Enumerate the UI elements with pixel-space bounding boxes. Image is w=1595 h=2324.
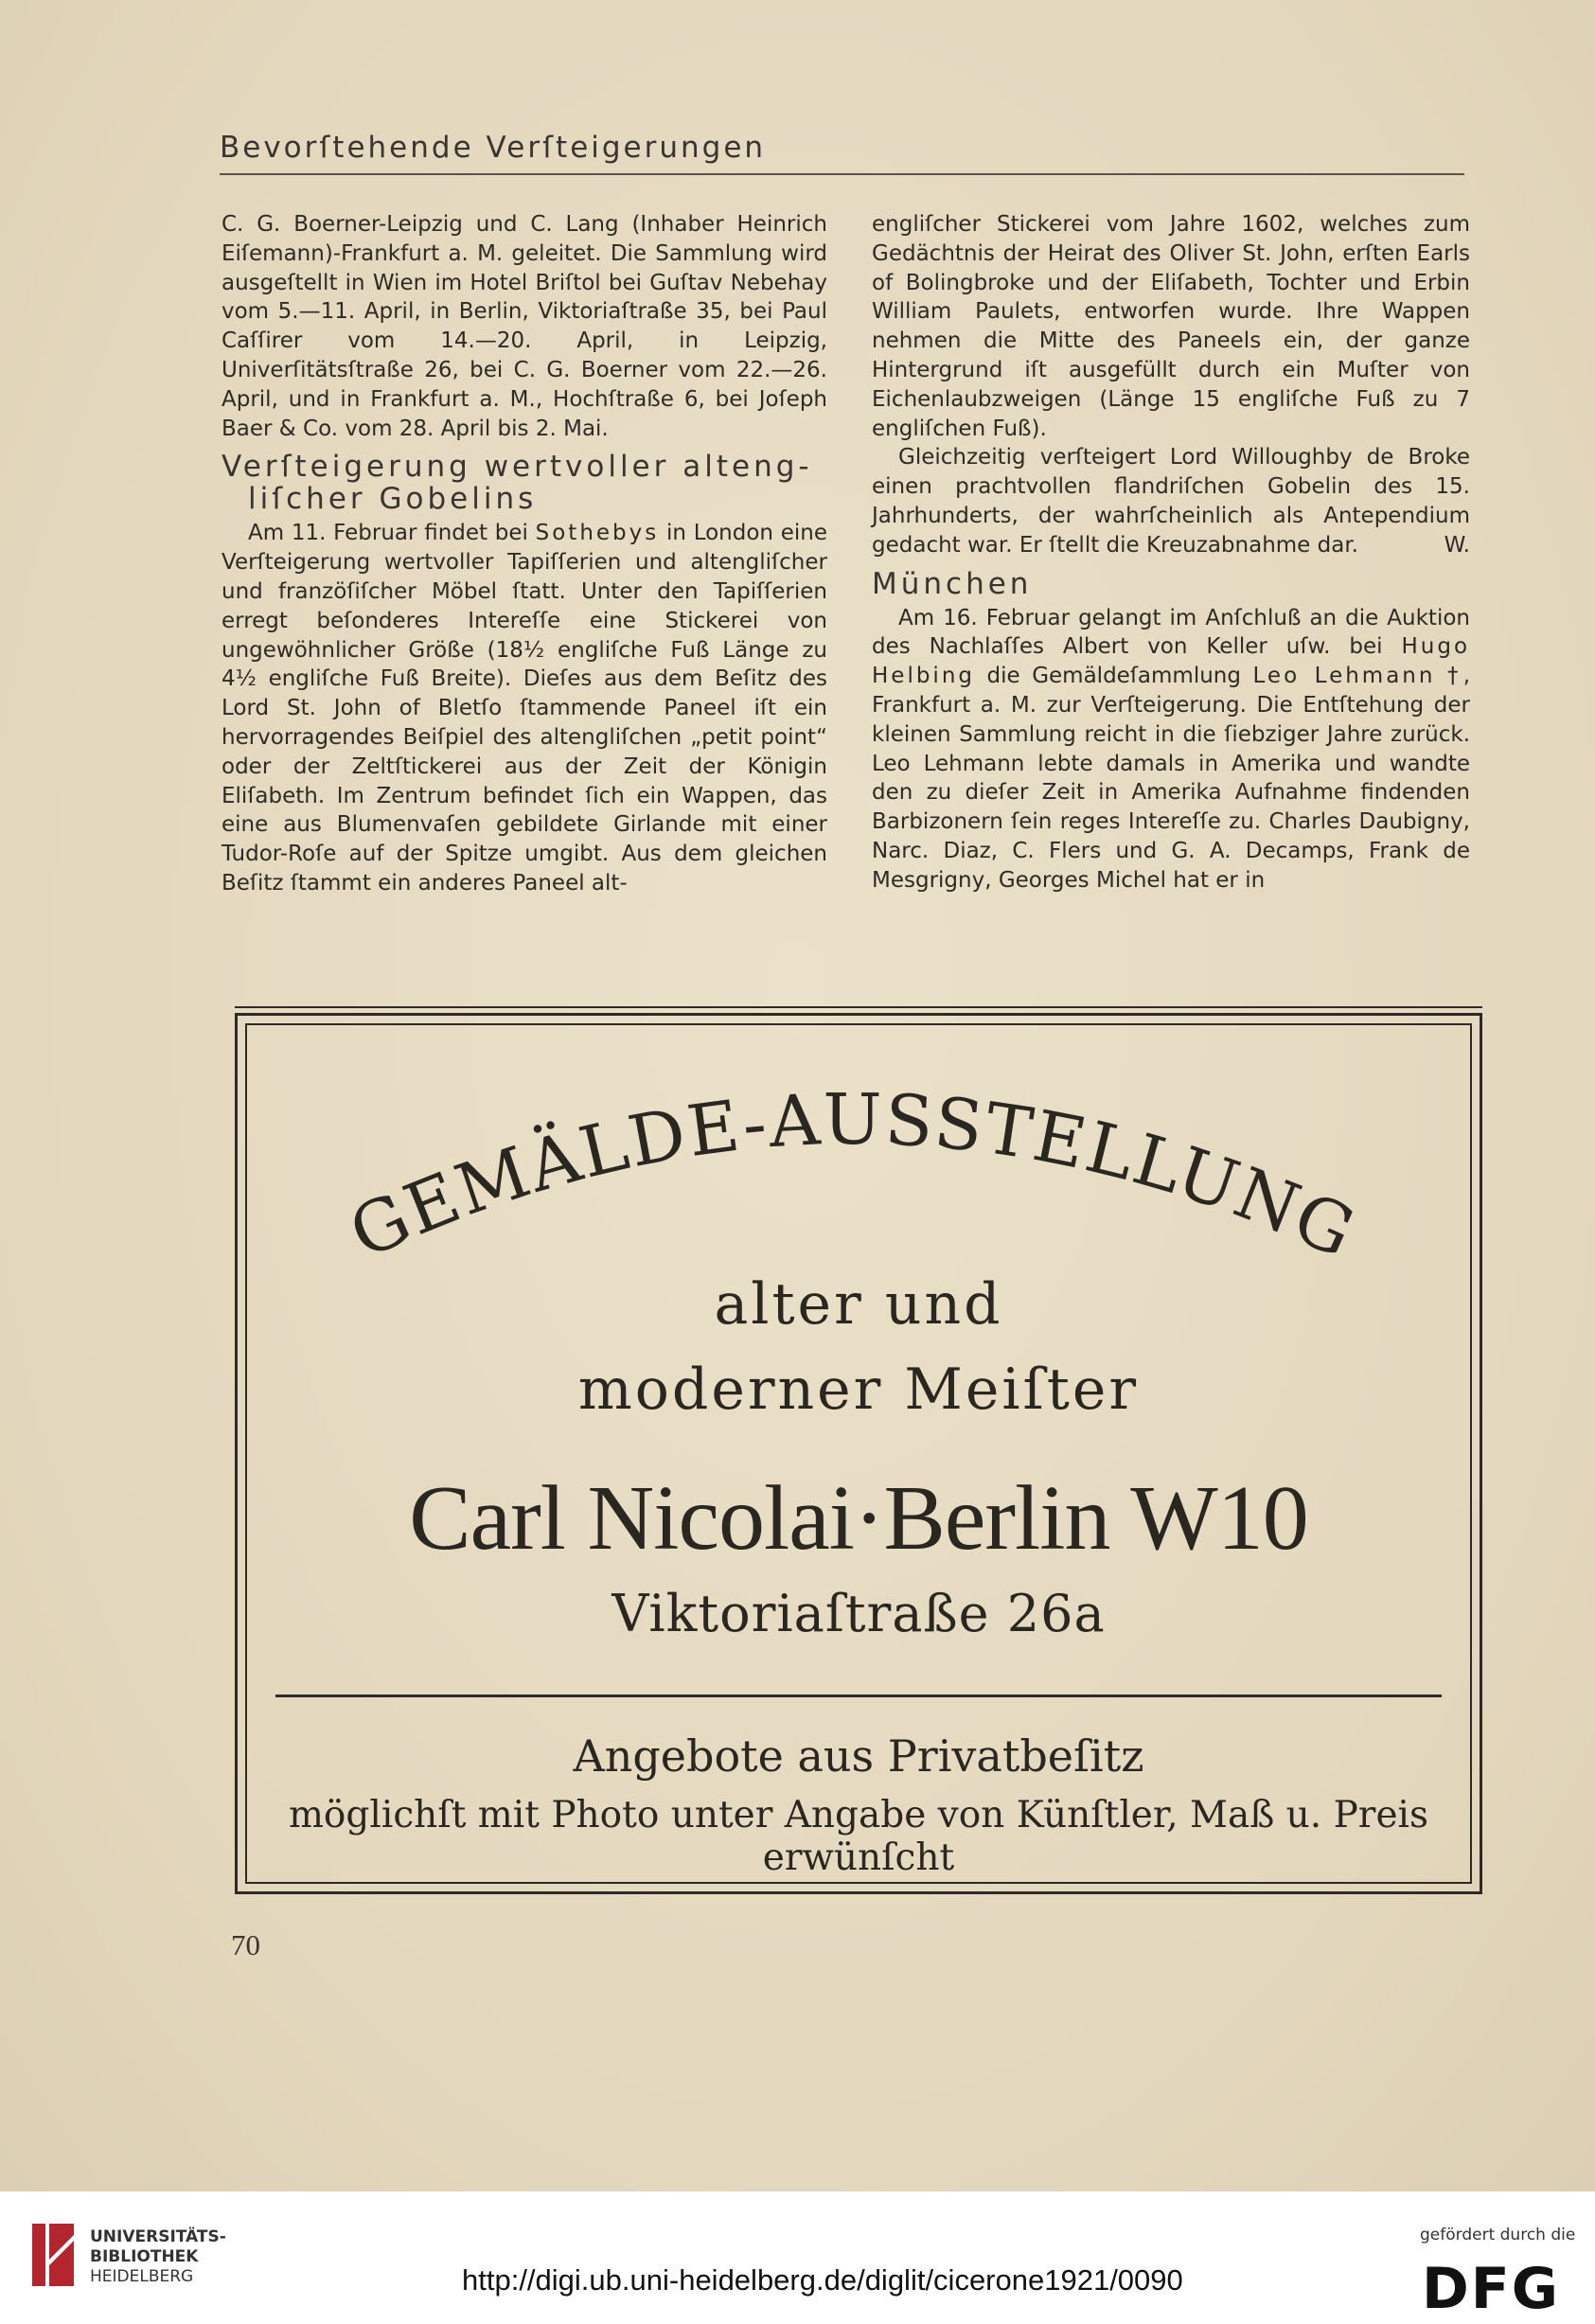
left-paragraph-1: C. G. Boerner-Leipzig und C. Lang (Inhaber Heinrich Eiſemann)-Frankfurt a. M. geleitet. Die Sammlung wird ausgeſtellt in Wien im Hotel Briſtol bei Guſtav Nebehay vom 5.—11. April, in Berlin, Viktoriaſtraße 35, bei Paul Caſſirer vom 14.—20. April, in Leipzig, Univerſitätsſtraße 26, bei C. G. Boerner vom 22.—26. April, und in Frankfurt a. M., Hochſtraße 6, bei Joſeph Baer & Co. vom 28. April bis 2. Mai. [222, 212, 827, 441]
section-heading-gobelins-line1: Verſteigerung wertvoller alteng- [222, 450, 813, 485]
section-heading-gobelins-line2: liſcher Gobelins [248, 482, 538, 517]
ad-line-dealer-name: Carl Nicolai·Berlin W10 [409, 1467, 1308, 1570]
left-column [222, 210, 827, 898]
digitization-footer [0, 2191, 1595, 2324]
right-paragraph-3-mid: die Gemäldeſammlung [986, 664, 1241, 689]
running-header: Bevorſtehende Verſteigerungen [220, 131, 767, 165]
advertisement-box [235, 1013, 1482, 1894]
university-library-name [90, 2227, 226, 2287]
section-heading-gobelins [222, 451, 827, 515]
dfg-logo: DFG [1422, 2256, 1561, 2322]
auction-house-name: Sothebys [535, 521, 660, 546]
library-line-3: HEIDELBERG [90, 2267, 194, 2286]
right-column [872, 210, 1470, 896]
ad-line-request: möglichſt mit Photo unter Angabe von Künſtler, Maß u. Preis erwünſcht [288, 1794, 1429, 1879]
ad-line-offers: Angebote aus Privatbeſitz [573, 1730, 1144, 1782]
right-paragraph-3-start: Am 16. Februar gelangt im Anſchluß an die Auktion des Nachlaſſes Albert von Keller uſw. bei [872, 605, 1470, 660]
author-signature: W. [1444, 532, 1470, 558]
arched-title-graphic [238, 1016, 1480, 1300]
permalink-url[interactable]: http://digi.ub.uni-heidelberg.de/diglit/cicerone1921/0090 [462, 2263, 1183, 2297]
left-paragraph-2 [222, 519, 827, 897]
right-paragraph-2-text: Gleichzeitig verſteigert Lord Willoughby de Broke einen prachtvollen flandriſchen Gobelin des 15. Jahrhunderts, der wahrſcheinlich als Antependium gedacht war. Er ſtellt die Kreuzabnahme dar. [872, 445, 1470, 558]
advertisement-top-rule [235, 1006, 1482, 1008]
right-paragraph-3 [872, 604, 1470, 896]
right-paragraph-3-rest: †, Frankfurt a. M. zur Verſteigerung. Die Entſtehung der kleinen Sammlung reicht in die ſiebziger Jahre zurück. Leo Lehmann lebte damals in Amerika und wandte den zu dieſer Zeit in Amerika Aufnahme findenden Barbizonern ſein reges Intereſſe zu. Charles Daubigny, Narc. Diaz, C. Flers und G. A. Decamps, Frank de Mesgrigny, Georges Michel hat er in [872, 664, 1471, 893]
header-rule [220, 173, 1464, 175]
funding-caption: gefördert durch die [1420, 2226, 1576, 2244]
section-heading-muenchen: München [872, 566, 1033, 601]
library-line-2: BIBLIOTHEK [90, 2247, 199, 2266]
library-line-1: UNIVERSITÄTS- [90, 2227, 226, 2246]
right-paragraph-2 [872, 443, 1470, 559]
arched-title: GEMÄLDE-AUSSTELLUNG [338, 1078, 1368, 1275]
ad-line-moderner-meister: moderner Meiſter [577, 1357, 1140, 1423]
ad-line-alter-und: alter und [714, 1271, 1003, 1338]
page-number: 70 [231, 1928, 260, 1961]
svg-text:GEMÄLDE-AUSSTELLUNG [338, 1079, 1367, 1275]
university-library-logo-icon [30, 2222, 76, 2288]
auctioneer-name: Hugo Helbing [872, 634, 1471, 689]
collector-name: Leo Lehmann [1252, 664, 1436, 689]
right-paragraph-1: engliſcher Stickerei vom Jahre 1602, welches zum Gedächtnis der Heirat des Oliver St. John, erſten Earls of Bolingbroke und der Eliſabeth, Tochter und Erbin William Paulets, entworfen wurde. Ihre Wappen nehmen die Mitte des Paneels ein, der ganze Hintergrund iſt ausgefüllt durch ein Muſter von Eichenlaubzweigen (Länge 15 engliſche Fuß zu 7 engliſchen Fuß). [872, 212, 1470, 441]
ad-line-address: Viktoriaſtraße 26a [611, 1584, 1106, 1643]
left-paragraph-2-rest: in London eine Verſteigerung wertvoller Tapiſſerien und altengliſcher und franzöſiſcher Möbel ſtatt. Unter den Tapiſſerien erregt beſonderes Intereſſe eine Stickerei von ungewöhnlicher Größe (18½ engliſche Fuß Länge zu 4½ engliſche Fuß Breite). Dieſes aus dem Beſitz des Lord St. John of Bletſo ſtammende Paneel iſt ein hervorragendes Beiſpiel des altengliſchen „petit point“ oder der Zeltſtickerei aus der Zeit der Königin Eliſabeth. Im Zentrum befindet ſich ein Wappen, das eine aus Blumenvaſen gebildete Girlande mit einer Tudor-Roſe auf der Spitze umgibt. Aus dem gleichen Beſitz ſtammt ein anderes Paneel alt- [222, 521, 827, 896]
left-paragraph-2-start: Am 11. Februar findet bei [248, 521, 528, 546]
ad-divider [275, 1694, 1442, 1697]
